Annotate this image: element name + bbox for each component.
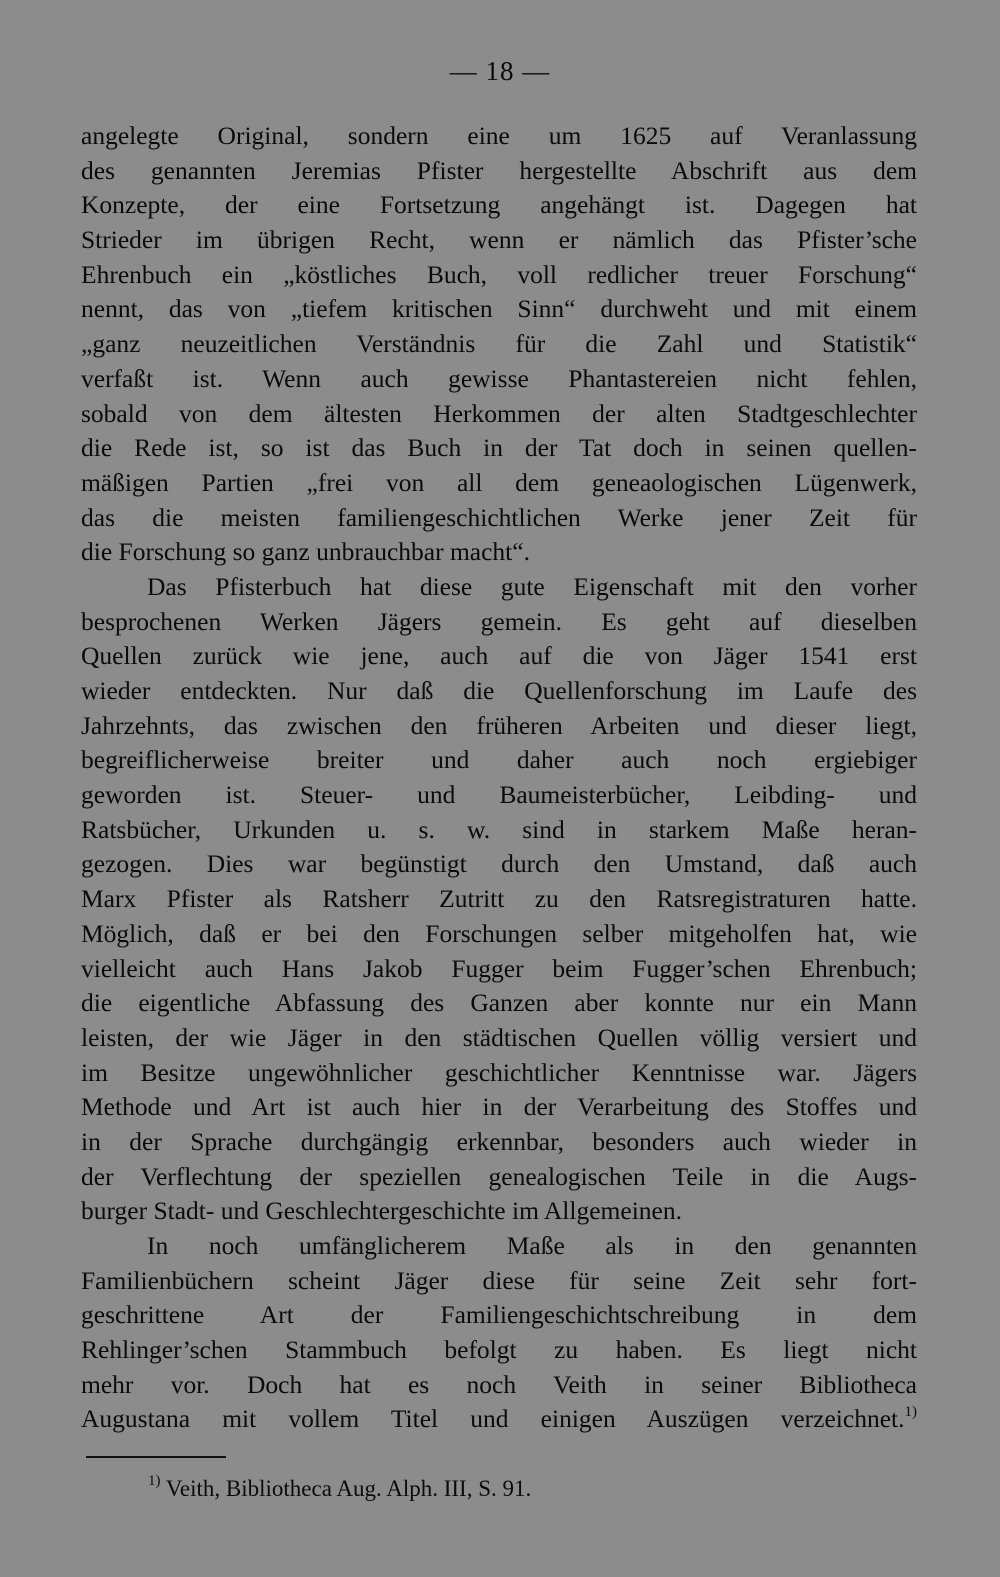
text-line-content: Augustana mit vollem Titel und einigen Auszügen verzeichnet. — [81, 1404, 905, 1434]
text-line: nennt, das von „tiefem kritischen Sinn“ durchweht und mit einem — [81, 294, 917, 324]
text-line: gezogen. Dies war begünstigt durch den Umstand, daß auch — [81, 849, 917, 879]
footnote — [148, 1474, 531, 1504]
text-line: das die meisten familiengeschichtlichen Werke jener Zeit für — [81, 502, 917, 532]
text-line: Möglich, daß er bei den Forschungen selber mitgeholfen hat, wie — [81, 918, 917, 948]
text-line: Konzepte, der eine Fortsetzung angehängt ist. Dagegen hat — [81, 190, 917, 220]
footnote-text: Veith, Bibliotheca Aug. Alph. III, S. 91. — [165, 1476, 532, 1501]
text-line: Ehrenbuch ein „köstliches Buch, voll redlicher treuer Forschung“ — [81, 259, 917, 289]
text-line: Methode und Art ist auch hier in der Verarbeitung des Stoffes und — [81, 1092, 917, 1122]
text-line: die Rede ist, so ist das Buch in der Tat doch in seinen quellen- — [81, 433, 917, 463]
text-line: In noch umfänglicherem Maße als in den genannten — [147, 1231, 917, 1260]
text-line: mehr vor. Doch hat es noch Veith in seiner Bibliotheca — [81, 1369, 917, 1399]
text-line: mäßigen Partien „frei von all dem geneaologischen Lügenwerk, — [81, 467, 917, 497]
text-line: Jahrzehnts, das zwischen den früheren Arbeiten und dieser liegt, — [81, 710, 917, 740]
text-line: Rehlinger’schen Stammbuch befolgt zu haben. Es liegt nicht — [81, 1335, 917, 1365]
text-line: vielleicht auch Hans Jakob Fugger beim Fugger’schen Ehrenbuch; — [81, 953, 917, 983]
text-line: leisten, der wie Jäger in den städtischen Quellen völlig versiert und — [81, 1022, 917, 1052]
text-line: Marx Pfister als Ratsherr Zutritt zu den Ratsregistraturen hatte. — [81, 884, 917, 914]
text-line: burger Stadt- und Geschlechtergeschichte im Allgemeinen. — [81, 1196, 682, 1226]
text-line: die Forschung so ganz unbrauchbar macht“. — [81, 537, 530, 567]
text-line: angelegte Original, sondern eine um 1625 auf Veranlassung — [81, 121, 917, 150]
text-line: in der Sprache durchgängig erkennbar, besonders auch wieder in — [81, 1126, 917, 1156]
text-line: Familienbüchern scheint Jäger diese für seine Zeit sehr fort- — [81, 1265, 917, 1295]
text-line: im Besitze ungewöhnlicher geschichtlicher Kenntnisse war. Jägers — [81, 1057, 917, 1087]
text-line: Quellen zurück wie jene, auch auf die von Jäger 1541 erst — [81, 641, 917, 671]
text-line: des genannten Jeremias Pfister hergestellte Abschrift aus dem — [81, 155, 917, 185]
text-line: „ganz neuzeitlichen Verständnis für die Zahl und Statistik“ — [81, 329, 917, 359]
footnote-reference[interactable]: 1) — [904, 1403, 917, 1420]
body-text — [81, 119, 917, 1437]
page-number: — 18 — — [449, 56, 551, 86]
text-line: begreiflicherweise breiter und daher auch noch ergiebiger — [81, 745, 917, 775]
text-line — [81, 1402, 917, 1437]
text-line: die eigentliche Abfassung des Ganzen aber konnte nur ein Mann — [81, 988, 917, 1018]
footnote-divider — [86, 1456, 226, 1458]
text-line: Strieder im übrigen Recht, wenn er nämlich das Pfister’sche — [81, 225, 917, 255]
text-line: verfaßt ist. Wenn auch gewisse Phantastereien nicht fehlen, — [81, 363, 917, 393]
text-line: besprochenen Werken Jägers gemein. Es geht auf dieselben — [81, 606, 917, 636]
text-line: der Verflechtung der speziellen genealogischen Teile in die Augs- — [81, 1161, 917, 1191]
text-line: Ratsbücher, Urkunden u. s. w. sind in starkem Maße heran- — [81, 814, 917, 844]
footnote-marker: 1) — [148, 1473, 161, 1490]
text-line: wieder entdeckten. Nur daß die Quellenforschung im Laufe des — [81, 676, 917, 705]
text-line: sobald von dem ältesten Herkommen der alten Stadtgeschlechter — [81, 398, 917, 428]
text-line: Das Pfisterbuch hat diese gute Eigenschaft mit den vorher — [147, 571, 917, 601]
text-line: geworden ist. Steuer- und Baumeisterbücher, Leibding- und — [81, 780, 917, 810]
text-line: geschrittene Art der Familiengeschichtschreibung in dem — [81, 1300, 917, 1330]
